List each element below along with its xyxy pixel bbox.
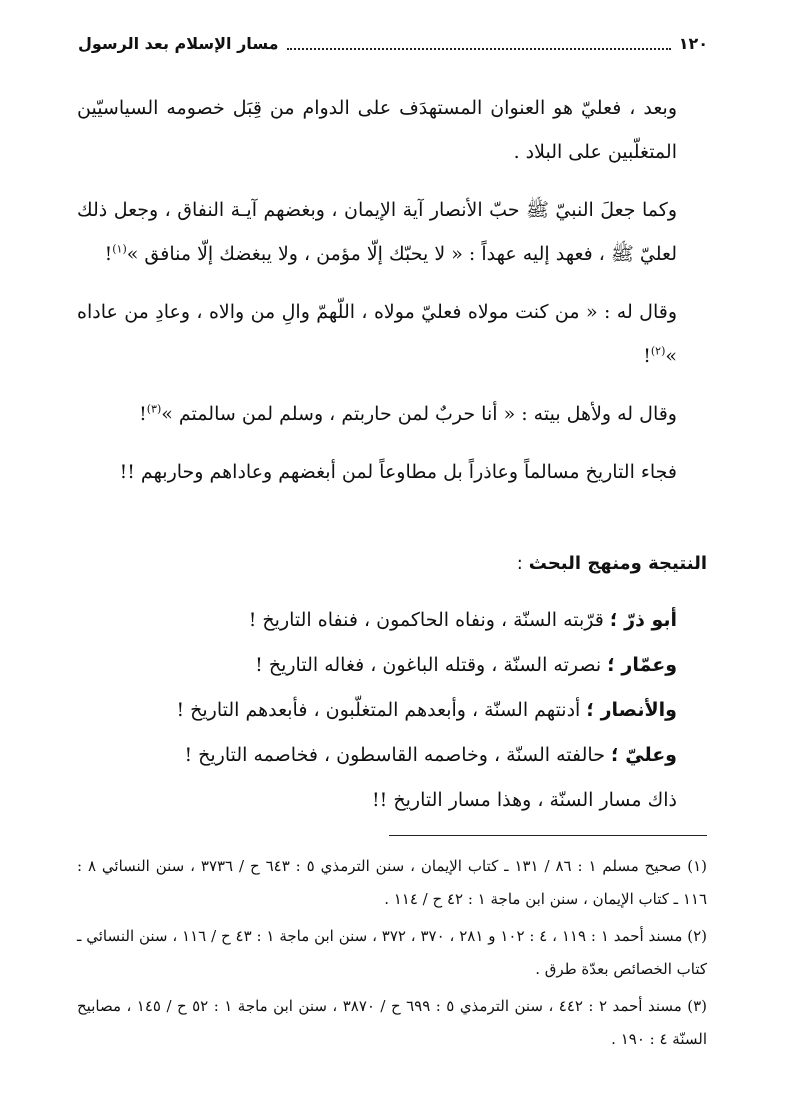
paragraph-2-end: !: [104, 243, 113, 265]
paragraph-1: [77, 86, 707, 174]
result-text-4: حالفته السنّة ، وخاصمه القاسطون ، فخاصمه التاريخ !: [184, 744, 605, 766]
paragraph-5: [77, 450, 707, 494]
section-heading: [77, 553, 707, 574]
footnote-ref-2[interactable]: (٢): [650, 344, 666, 358]
result-text-2: نصرته السنّة ، وقتله الباغون ، فغاله التاريخ !: [255, 654, 602, 676]
result-head-1: أبو ذرّ ؛: [609, 609, 677, 631]
paragraph-2-text: وكما جعلَ النبيّ ﷺ حبّ الأنصار آية الإيمان ، وبغضهم آيـة النفاق ، وجعل ذلك لعليّ ﷺ ، فعهد إليه عهداً : « لا يحبّك إلّا مؤمن ، ولا يبغضك إلّا منافق »: [77, 199, 677, 265]
result-line-2: [77, 643, 677, 688]
result-line-1: [77, 598, 677, 643]
result-line-4: [77, 733, 677, 778]
footnote-ref-3[interactable]: (٣): [146, 402, 162, 416]
paragraph-3-text: وقال له : « من كنت مولاه فعليّ مولاه ، اللّهمّ والِ من والاه ، وعادِ من عاداه »: [77, 301, 677, 367]
result-text-5: ذاك مسار السنّة ، وهذا مسار التاريخ !!: [372, 789, 677, 811]
body-text: [77, 86, 707, 508]
paragraph-5-text: فجاء التاريخ مسالماً وعاذراً بل مطاوعاً لمن أبغضهم وعاداهم وحاربهم !!: [119, 461, 677, 483]
paragraph-3-end: !: [643, 345, 651, 367]
result-text-3: أدنتهم السنّة ، وأبعدهم المتغلّبون ، فأبعدهم التاريخ !: [176, 699, 581, 721]
paragraph-1-text: وبعد ، فعليّ هو العنوان المستهدَف على الدوام من قِبَل خصومه السياسيّين المتغلّبين على البلاد .: [77, 97, 677, 163]
page-number: ١٢٠: [678, 33, 708, 53]
section-heading-text: النتيجة ومنهج البحث: [528, 553, 707, 574]
paragraph-4-text: وقال له ولأهل بيته : « أنا حربٌ لمن حاربتم ، وسلم لمن سالمتم »: [161, 403, 677, 425]
result-head-3: والأنصار ؛: [586, 699, 677, 721]
footnote-separator: [389, 835, 707, 836]
results-list: [77, 598, 707, 823]
running-title: مسار الإسلام بعد الرسول: [78, 33, 279, 53]
header-dot-leader: [287, 36, 671, 50]
result-head-2: وعمّار ؛: [607, 654, 677, 676]
footnote-3: (٣) مسند أحمد ٢ : ٤٤٢ ، سنن الترمذي ٥ : ٦٩٩ ح / ٣٨٧٠ ، سنن ابن ماجة ١ : ٥٢ ح / ١٤٥ ، مصابيح السنّة ٤ : ١٩٠ .: [77, 997, 708, 1048]
result-head-4: وعليّ ؛: [611, 744, 677, 766]
result-line-5: [77, 778, 677, 823]
paragraph-2: [77, 188, 707, 276]
footnote-ref-1[interactable]: (١): [112, 242, 127, 256]
section-heading-colon: :: [516, 553, 523, 574]
paragraph-3: [77, 290, 707, 378]
page-header: [78, 28, 708, 58]
result-text-1: قرّبته السنّة ، ونفاه الحاكمون ، فنفاه التاريخ !: [248, 609, 604, 631]
footnotes: [77, 850, 707, 1060]
result-line-3: [77, 688, 677, 733]
footnote-2: (٢) مسند أحمد ١ : ١١٩ ، ٤ : ١٠٢ و ٢٨١ ، ٣٧٠ ، ٣٧٢ ، سنن ابن ماجة ١ : ٤٣ ح / ١١٦ ، سنن النسائي ـ كتاب الخصائص بعدّة طرق .: [77, 927, 708, 978]
footnote-1: (١) صحيح مسلم ١ : ٨٦ / ١٣١ ـ كتاب الإيمان ، سنن الترمذي ٥ : ٦٤٣ ح / ٣٧٣٦ ، سنن النسائي ٨ : ١١٦ ـ كتاب الإيمان ، سنن ابن ماجة ١ : ٤٢ ح / ١١٤ .: [77, 857, 707, 908]
paragraph-4-end: !: [139, 403, 147, 425]
paragraph-4: [77, 392, 707, 436]
